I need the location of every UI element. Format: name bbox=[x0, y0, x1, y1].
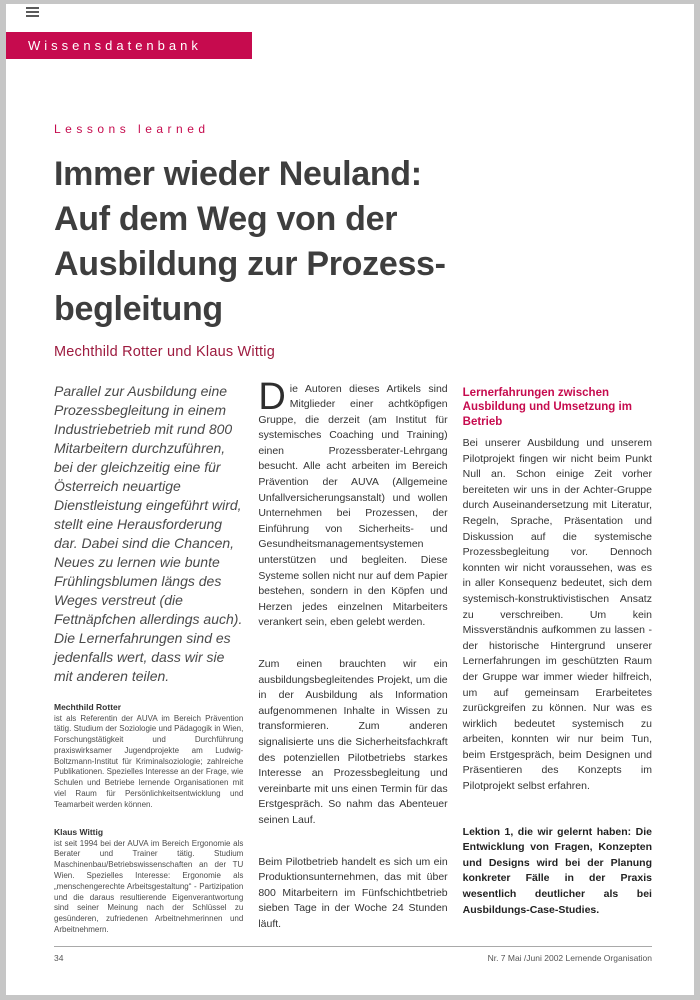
intro-abstract: Parallel zur Ausbildung eine Prozessbegleitung in einem Industriebetrieb mit rund 800 Mitarbeitern durchzuführen, bei der gleichzeitig eine für Österreich neuartige Dienstleistung eingeführt wird, stellt eine Herausforderung dar. Dabei sind die Chancen, Neues zu lernen wie bunte Frühlingsblumen längs des Weges verstreut (die Fettnäpfchen allerdings auch). Die Lernerfahrungen sind es jedenfalls wert, dass wir sie mit anderen teilen. bbox=[54, 382, 243, 684]
paragraph: Beim Pilotbetrieb handelt es sich um ein Produktionsunternehmen, das mit über 800 Mitarbeitern im Fünfschichtbetrieb sieben Tage in der Woche 24 Stunden läuft. bbox=[258, 855, 448, 930]
author-bio-name: Mechthild Rotter bbox=[54, 701, 122, 712]
column-right bbox=[463, 382, 652, 959]
title-line: begleitung bbox=[54, 289, 223, 328]
paragraph bbox=[258, 375, 448, 632]
paragraph: Zum einen brauchten wir ein ausbildungsbegleitendes Projekt, um die in der Ausbildung als Information aufgenommenen Inhalte in Wissen zu transformieren. Zum anderen signalisierte uns die Sicherheitsfachkraft des potenziellen Pilotbetriebs starkes Interesse an Prozessbegleitung und vereinbarte mit uns einen Termin für das Erstgespräch. So nahm das Abenteuer seinen Lauf. bbox=[258, 658, 448, 826]
title-line: Ausbildung zur Prozess- bbox=[54, 244, 446, 283]
fold-marks-icon bbox=[26, 7, 39, 17]
author-bio-text: ist als Referentin der AUVA im Bereich Prävention tätig. Studium der Soziologie und Pädagogik in Wien, Forschungstätigkeit und Durchführung praxiswirksamer Jugendprojekte am Ludwig-Boltzmann-Institut für Kriminalsoziologie; zahlreiche Publikationen. Spezielles Interesse an der Frage, wie Schulen und Betriebe lernende Organisationen mit viel Raum für Persönlichkeitsentwicklung und Teamarbeit werden können. bbox=[54, 713, 244, 809]
fold-mark-line bbox=[26, 7, 39, 9]
magazine-page bbox=[6, 4, 694, 995]
title-line: Immer wieder Neuland: bbox=[54, 155, 422, 193]
lesson-highlight: Lektion 1, die wir gelernt haben: Die Entwicklung von Fragen, Konzepten und Designs wird bei der Planung konkreter Fälle in der Praxis wesentlich deutlicher als bei Ausbildungs-Case-Studies. bbox=[462, 825, 652, 916]
page-footer bbox=[54, 946, 652, 963]
author-bio-text: ist seit 1994 bei der AUVA im Bereich Ergonomie als Berater und Trainer tätig. Studium Maschinenbau/Betriebswissenschaften an der TU Wien. Spezielles Interesse: Ergonomie als „menschengerechte Arbeitsgestaltung“ - Partizipation und die daraus resultierende Eigenverantwortung sind seiner Meinung nach der Schlüssel zu gesünderen, zufriedenen Arbeitnehmerinnen und Arbeitnehmern. bbox=[54, 838, 244, 935]
section-banner-label: Wissensdatenbank bbox=[28, 38, 202, 53]
column-middle bbox=[258, 375, 448, 959]
fold-mark-line bbox=[26, 11, 39, 13]
byline: Mechthild Rotter und Klaus Wittig bbox=[54, 343, 275, 360]
author-bio-name: Klaus Wittig bbox=[54, 826, 104, 837]
kicker-label: Lessons learned bbox=[54, 122, 210, 136]
issue-info: Nr. 7 Mai /Juni 2002 Lernende Organisation bbox=[487, 953, 652, 963]
column-left bbox=[54, 382, 243, 959]
article-content bbox=[54, 4, 652, 959]
author-bio bbox=[54, 827, 243, 936]
page-number: 34 bbox=[54, 953, 64, 963]
section-heading: Lernerfahrungen zwischen Ausbildung und Umsetzung im Betrieb bbox=[462, 386, 632, 428]
paragraph-text: ie Autoren dieses Artikels sind Mitglieder einer achtköpfigen Gruppe, die derzeit (am Institut für systemisches Coaching und Training) einen Prozessberater-Lehrgang besucht. Alle acht arbeiten im Bereich Prävention der AUVA (Allgemeine Unfallversicherungsanstalt) und wollen Unternehmen bei Prozessen, der Einführung von Sicherheits- und Gesundheitsmanagementsystemen unterstützen und begleiten. Diese Systeme sollen nicht nur auf dem Papier bestehen, sondern in den Köpfen und Herzen jedes einzelnen Mitarbeiters verankert sein, eben gelebt werden. bbox=[258, 382, 448, 629]
column-layout bbox=[54, 375, 652, 959]
paragraph: Bei unserer Ausbildung und unserem Pilotprojekt fingen wir nicht beim Punkt Null an. Schon einige Zeit vorher bereiteten wir uns in der Achter-Gruppe durch Auseinandersetzung mit Literatur, Regeln, Sprache, Präsentation und Diskussion auf die systemische Prozessbegleitung vor. Dennoch konnten wir nicht voraussehen, was es in aller Konsequenz bedeutet, sich dem systemisch-konstruktivistischen Ansatz zu verschreiben. Um kein Missverständnis aufkommen zu lassen - der historische Hintergrund unserer Lernerfahrungen im geschützten Raum der Gruppe war immer wieder hilfreich, um auf gemeinsam Erarbeitetes zurückgreifen zu können. Nur was es wirklich bedeutet systemisch zu arbeiten, konnten wir nur beim Tun, beim Erstgespräch, beim Designen und Präsentieren des Konzepts im Pilotprojekt selbst erfahren. bbox=[462, 437, 652, 793]
dropcap-letter: D bbox=[258, 375, 286, 418]
article-title bbox=[54, 152, 652, 332]
author-bio bbox=[54, 702, 243, 811]
title-line: Auf dem Weg von der bbox=[54, 199, 398, 238]
fold-mark-line bbox=[26, 15, 39, 17]
